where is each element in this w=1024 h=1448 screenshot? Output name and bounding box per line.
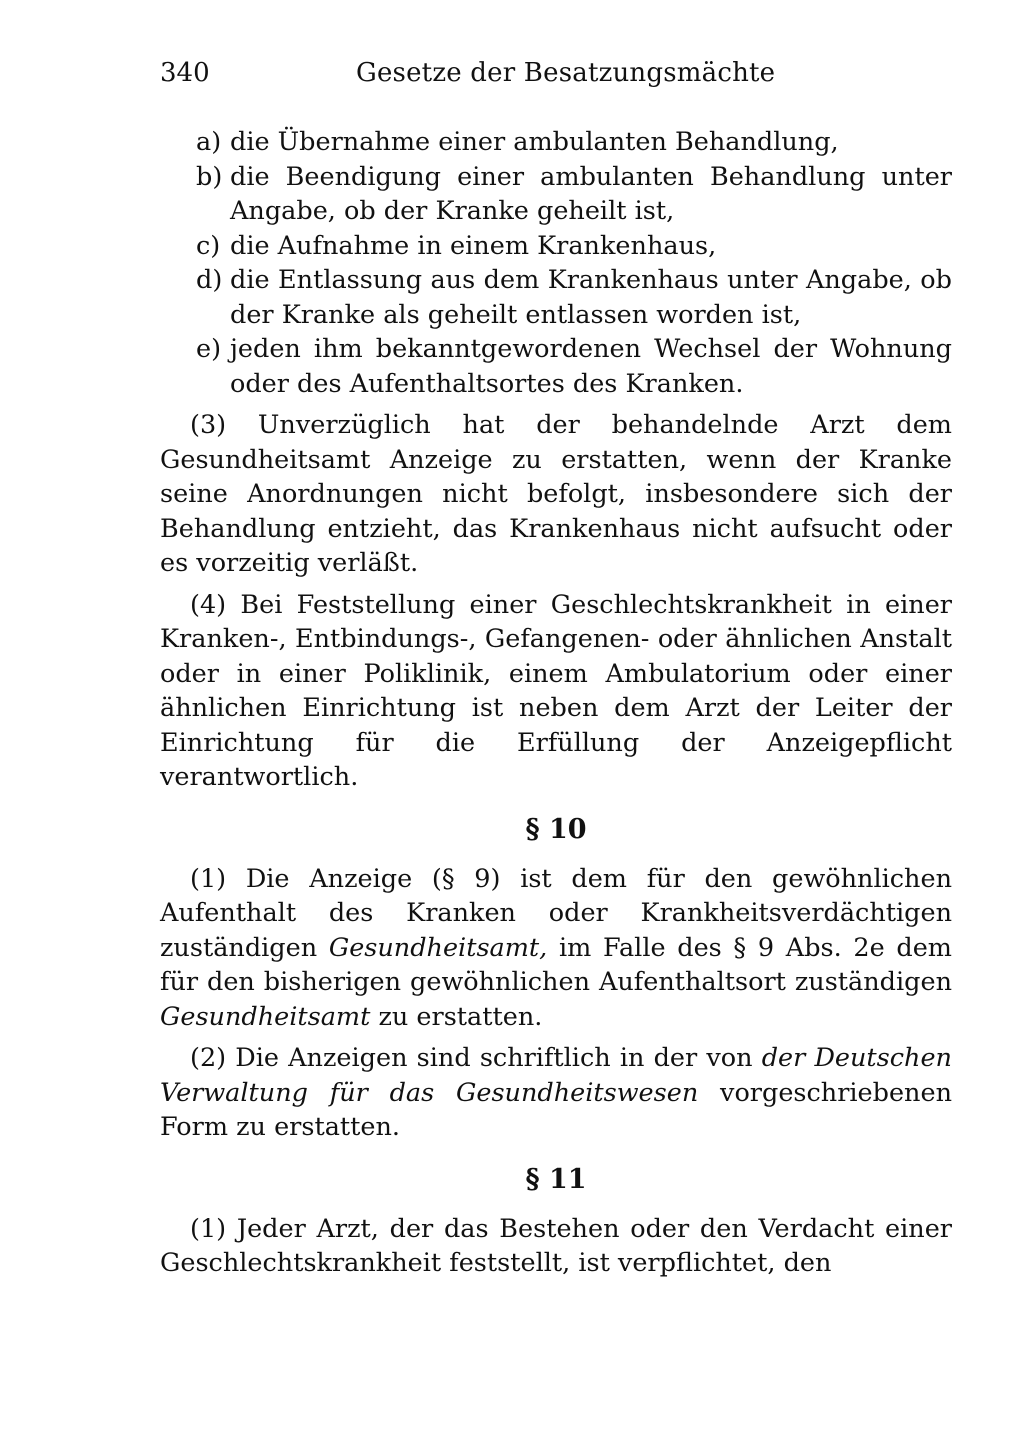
reporting-list: [160, 125, 952, 401]
list-item: [160, 263, 952, 332]
text-segment: (1) Die Anzeige (§ 9) ist dem für den gewöhnlichen Aufenthalt des Kranken oder Krankheitsverdächtigen zuständigen: [160, 863, 952, 963]
paragraph-3: (3) Unverzüglich hat der behandelnde Arzt dem Gesundheitsamt Anzeige zu erstatten, wenn der Kranke seine Anordnungen nicht befolgt, insbesondere sich der Behandlung entzieht, das Krankenhaus nicht aufsucht oder es vorzeitig verläßt.: [160, 410, 952, 578]
list-item-text: die Beendigung einer ambulanten Behandlung unter Angabe, ob der Kranke geheilt ist,: [230, 161, 952, 226]
page-number: 340: [160, 58, 210, 88]
list-item: [160, 332, 952, 401]
list-item-label: e): [196, 334, 222, 364]
list-item: [160, 229, 952, 264]
text-segment: im Falle des § 9 Abs. 2e dem für den bisherigen gewöhnlichen Aufenthaltsort zuständigen: [160, 932, 952, 997]
list-item: [160, 125, 952, 160]
list-item-label: b): [196, 161, 223, 192]
section-heading-10: § 10: [525, 813, 587, 845]
list-item-label: c): [196, 230, 221, 261]
list-item-text: die Übernahme einer ambulanten Behandlung,: [230, 127, 839, 157]
list-item-label: d): [196, 265, 223, 295]
list-item-text: jeden ihm bekanntgewordenen Wechsel der Wohnung oder des Aufenthaltsortes des Kranken.: [230, 334, 952, 399]
emphasis-text: Gesundheitsamt: [160, 1001, 371, 1032]
list-item-text: die Aufnahme in einem Krankenhaus,: [230, 230, 717, 261]
text-segment: vorgeschriebenen Form zu erstatten.: [160, 1077, 952, 1142]
page-body: [160, 125, 952, 1281]
text-segment: zu erstatten.: [370, 1001, 543, 1032]
text-segment: (2) Die Anzeigen sind schriftlich in der von: [190, 1043, 762, 1073]
emphasis-text: der Deutschen Verwaltung für das Gesundheitswesen: [160, 1043, 952, 1108]
section-11-paragraph-1: (1) Jeder Arzt, der das Bestehen oder den Verdacht einer Geschlechtskrankheit feststellt, ist verpflichtet, den: [160, 1213, 952, 1278]
list-item-text: die Entlassung aus dem Krankenhaus unter Angabe, ob der Kranke als geheilt entlassen worden ist,: [230, 265, 952, 330]
section-10-paragraph-2: [160, 1041, 952, 1145]
section-10-paragraph-1: [160, 862, 952, 1035]
running-title: Gesetze der Besatzungsmächte: [356, 58, 776, 88]
list-item: [160, 160, 952, 229]
page-header: [160, 58, 960, 98]
emphasis-text: Gesundheitsamt,: [328, 932, 548, 963]
paragraph-4: (4) Bei Feststellung einer Geschlechtskrankheit in einer Kranken-, Entbindungs-, Gefangenen- oder ähnlichen Anstalt oder in einer Poliklinik, einem Ambulatorium oder einer ähnlichen Einrichtung ist neben dem Arzt der Leiter der Einrichtung für die Erfüllung der Anzeigepflicht verantwortlich.: [160, 589, 952, 792]
section-heading-11: § 11: [525, 1163, 587, 1195]
list-item-label: a): [196, 127, 222, 157]
